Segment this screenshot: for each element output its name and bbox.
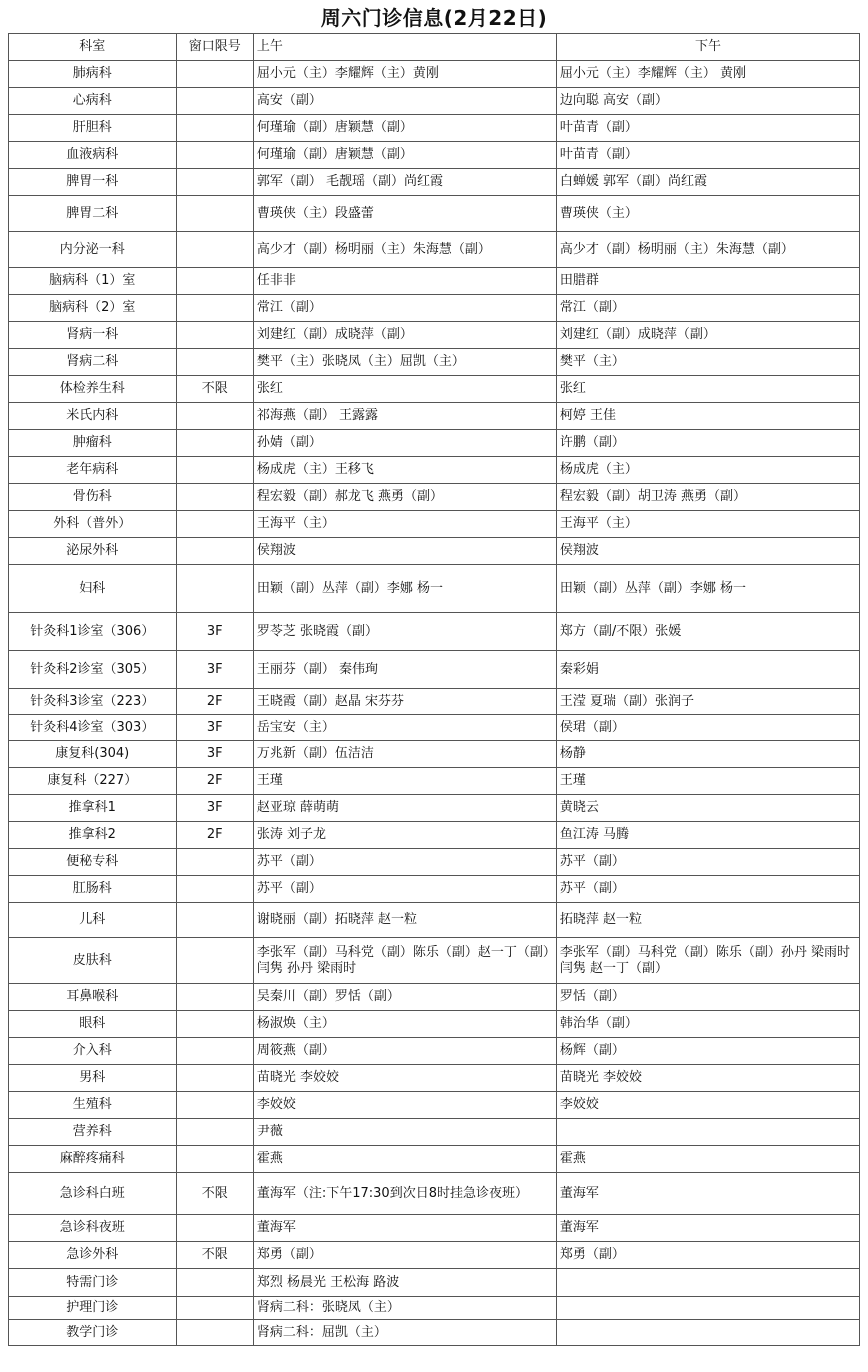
dept-cell: 心病科 — [9, 88, 177, 115]
table-row — [9, 196, 860, 232]
am-cell: 何瑾瑜（副）唐颖慧（副） — [253, 142, 556, 169]
window-cell — [176, 1269, 253, 1297]
header-am: 上午 — [253, 34, 556, 61]
window-cell: 不限 — [176, 376, 253, 403]
window-cell — [176, 232, 253, 268]
window-cell — [176, 876, 253, 903]
am-cell: 常江（副） — [253, 295, 556, 322]
table-row — [9, 1146, 860, 1173]
dept-cell: 介入科 — [9, 1038, 177, 1065]
pm-cell: 鱼江涛 马腾 — [556, 822, 859, 849]
dept-cell: 耳鼻喉科 — [9, 984, 177, 1011]
dept-cell: 肿瘤科 — [9, 430, 177, 457]
header-dept: 科室 — [9, 34, 177, 61]
dept-cell: 护理门诊 — [9, 1297, 177, 1320]
window-cell — [176, 169, 253, 196]
am-cell: 王丽芬（副） 秦伟珣 — [253, 651, 556, 689]
am-cell: 祁海燕（副） 王露露 — [253, 403, 556, 430]
window-cell — [176, 457, 253, 484]
table-row — [9, 115, 860, 142]
pm-cell: 柯婷 王佳 — [556, 403, 859, 430]
pm-cell: 程宏毅（副）胡卫涛 燕勇（副） — [556, 484, 859, 511]
am-cell: 尹薇 — [253, 1119, 556, 1146]
pm-cell: 董海军 — [556, 1173, 859, 1215]
am-cell: 刘建红（副）成晓萍（副） — [253, 322, 556, 349]
dept-cell: 脾胃一科 — [9, 169, 177, 196]
dept-cell: 针灸科4诊室（303） — [9, 715, 177, 741]
am-cell: 郭军（副） 毛靓瑶（副）尚红霞 — [253, 169, 556, 196]
am-cell: 谢晓丽（副）拓晓萍 赵一粒 — [253, 903, 556, 938]
table-row — [9, 938, 860, 984]
window-cell — [176, 403, 253, 430]
pm-cell: 叶苗青（副） — [556, 142, 859, 169]
table-row — [9, 1297, 860, 1320]
dept-cell: 老年病科 — [9, 457, 177, 484]
window-cell — [176, 1297, 253, 1320]
dept-cell: 泌尿外科 — [9, 538, 177, 565]
pm-cell — [556, 1297, 859, 1320]
dept-cell: 针灸科2诊室（305） — [9, 651, 177, 689]
am-cell: 孙婧（副） — [253, 430, 556, 457]
window-cell: 不限 — [176, 1242, 253, 1269]
dept-cell: 教学门诊 — [9, 1320, 177, 1346]
table-row — [9, 715, 860, 741]
pm-cell: 叶苗青（副） — [556, 115, 859, 142]
table-row — [9, 484, 860, 511]
window-cell — [176, 268, 253, 295]
table-row — [9, 142, 860, 169]
pm-cell: 王滢 夏瑞（副）张润子 — [556, 689, 859, 715]
window-cell — [176, 1011, 253, 1038]
dept-cell: 血液病科 — [9, 142, 177, 169]
am-cell: 何瑾瑜（副）唐颖慧（副） — [253, 115, 556, 142]
dept-cell: 米氏内科 — [9, 403, 177, 430]
am-cell: 程宏毅（副）郝龙飞 燕勇（副） — [253, 484, 556, 511]
pm-cell: 侯翔波 — [556, 538, 859, 565]
am-cell: 曹瑛侠（主）段盛蕾 — [253, 196, 556, 232]
pm-cell: 王瑾 — [556, 768, 859, 795]
dept-cell: 妇科 — [9, 565, 177, 613]
window-cell — [176, 196, 253, 232]
window-cell — [176, 938, 253, 984]
pm-cell — [556, 1269, 859, 1297]
window-cell — [176, 1215, 253, 1242]
pm-cell: 韩治华（副） — [556, 1011, 859, 1038]
table-row — [9, 61, 860, 88]
table-row — [9, 903, 860, 938]
pm-cell: 刘建红（副）成晓萍（副） — [556, 322, 859, 349]
table-row — [9, 651, 860, 689]
window-cell — [176, 349, 253, 376]
am-cell: 屈小元（主）李耀辉（主）黄刚 — [253, 61, 556, 88]
pm-cell: 田颖（副）丛萍（副）李娜 杨一 — [556, 565, 859, 613]
am-cell: 侯翔波 — [253, 538, 556, 565]
am-cell: 吴秦川（副）罗恬（副） — [253, 984, 556, 1011]
am-cell: 苏平（副） — [253, 876, 556, 903]
pm-cell: 苗晓光 李姣姣 — [556, 1065, 859, 1092]
dept-cell: 特需门诊 — [9, 1269, 177, 1297]
dept-cell: 体检养生科 — [9, 376, 177, 403]
dept-cell: 外科（普外） — [9, 511, 177, 538]
table-row — [9, 1269, 860, 1297]
am-cell: 张红 — [253, 376, 556, 403]
window-cell: 2F — [176, 689, 253, 715]
dept-cell: 营养科 — [9, 1119, 177, 1146]
window-cell — [176, 88, 253, 115]
dept-cell: 男科 — [9, 1065, 177, 1092]
window-cell: 3F — [176, 715, 253, 741]
window-cell: 不限 — [176, 1173, 253, 1215]
dept-cell: 肾病二科 — [9, 349, 177, 376]
table-row — [9, 169, 860, 196]
window-cell — [176, 511, 253, 538]
dept-cell: 便秘专科 — [9, 849, 177, 876]
page-title: 周六门诊信息(2月22日) — [320, 6, 548, 30]
am-cell: 霍燕 — [253, 1146, 556, 1173]
pm-cell — [556, 1320, 859, 1346]
table-row — [9, 984, 860, 1011]
table-row — [9, 295, 860, 322]
window-cell — [176, 1038, 253, 1065]
table-row — [9, 349, 860, 376]
window-cell: 3F — [176, 795, 253, 822]
pm-cell: 侯珺（副） — [556, 715, 859, 741]
am-cell: 任非非 — [253, 268, 556, 295]
dept-cell: 急诊外科 — [9, 1242, 177, 1269]
table-row — [9, 822, 860, 849]
pm-cell: 边向聪 高安（副） — [556, 88, 859, 115]
dept-cell: 脾胃二科 — [9, 196, 177, 232]
am-cell: 李张军（副）马科党（副）陈乐（副）赵一丁（副）闫隽 孙丹 梁雨时 — [253, 938, 556, 984]
dept-cell: 急诊科夜班 — [9, 1215, 177, 1242]
window-cell — [176, 61, 253, 88]
table-row — [9, 1320, 860, 1346]
pm-cell: 苏平（副） — [556, 876, 859, 903]
dept-cell: 肾病一科 — [9, 322, 177, 349]
pm-cell: 郑勇（副） — [556, 1242, 859, 1269]
am-cell: 张涛 刘子龙 — [253, 822, 556, 849]
window-cell — [176, 1146, 253, 1173]
window-cell: 3F — [176, 741, 253, 768]
dept-cell: 脑病科（2）室 — [9, 295, 177, 322]
pm-cell: 高少才（副）杨明丽（主）朱海慧（副） — [556, 232, 859, 268]
table-row — [9, 768, 860, 795]
table-row — [9, 1119, 860, 1146]
table-row — [9, 1173, 860, 1215]
am-cell: 赵亚琼 薛萌萌 — [253, 795, 556, 822]
am-cell: 杨淑焕（主） — [253, 1011, 556, 1038]
pm-cell: 曹瑛侠（主） — [556, 196, 859, 232]
pm-cell: 樊平（主） — [556, 349, 859, 376]
pm-cell: 李姣姣 — [556, 1092, 859, 1119]
pm-cell: 郑方（副/不限）张媛 — [556, 613, 859, 651]
am-cell: 苗晓光 李姣姣 — [253, 1065, 556, 1092]
dept-cell: 肛肠科 — [9, 876, 177, 903]
am-cell: 岳宝安（主） — [253, 715, 556, 741]
header-window: 窗口限号 — [176, 34, 253, 61]
table-row — [9, 1038, 860, 1065]
window-cell — [176, 903, 253, 938]
pm-cell: 杨静 — [556, 741, 859, 768]
dept-cell: 骨伤科 — [9, 484, 177, 511]
dept-cell: 脑病科（1）室 — [9, 268, 177, 295]
table-row — [9, 376, 860, 403]
dept-cell: 康复科(304) — [9, 741, 177, 768]
dept-cell: 肝胆科 — [9, 115, 177, 142]
window-cell: 3F — [176, 651, 253, 689]
table-row — [9, 849, 860, 876]
table-row — [9, 457, 860, 484]
window-cell — [176, 1320, 253, 1346]
table-row — [9, 1215, 860, 1242]
window-cell — [176, 984, 253, 1011]
pm-cell — [556, 1119, 859, 1146]
window-cell — [176, 115, 253, 142]
pm-cell: 罗恬（副） — [556, 984, 859, 1011]
pm-cell: 许鹏（副） — [556, 430, 859, 457]
table-row — [9, 613, 860, 651]
am-cell: 高安（副） — [253, 88, 556, 115]
window-cell — [176, 295, 253, 322]
am-cell: 肾病二科：屈凯（主） — [253, 1320, 556, 1346]
am-cell: 万兆新（副）伍洁洁 — [253, 741, 556, 768]
am-cell: 董海军（注:下午17:30到次日8时挂急诊夜班） — [253, 1173, 556, 1215]
window-cell — [176, 849, 253, 876]
am-cell: 田颖（副）丛萍（副）李娜 杨一 — [253, 565, 556, 613]
am-cell: 肾病二科：张晓凤（主） — [253, 1297, 556, 1320]
header-pm: 下午 — [556, 34, 859, 61]
table-row — [9, 1011, 860, 1038]
table-row — [9, 511, 860, 538]
window-cell: 3F — [176, 613, 253, 651]
window-cell — [176, 430, 253, 457]
table-row — [9, 88, 860, 115]
am-cell: 王海平（主） — [253, 511, 556, 538]
am-cell: 樊平（主）张晓凤（主）屈凯（主） — [253, 349, 556, 376]
pm-cell: 屈小元（主）李耀辉（主） 黄刚 — [556, 61, 859, 88]
window-cell — [176, 322, 253, 349]
window-cell — [176, 1092, 253, 1119]
table-row — [9, 430, 860, 457]
table-row — [9, 538, 860, 565]
table-row — [9, 322, 860, 349]
am-cell: 董海军 — [253, 1215, 556, 1242]
dept-cell: 急诊科白班 — [9, 1173, 177, 1215]
table-row — [9, 565, 860, 613]
header-row — [9, 34, 860, 61]
pm-cell: 张红 — [556, 376, 859, 403]
dept-cell: 眼科 — [9, 1011, 177, 1038]
pm-cell: 李张军（副）马科党（副）陈乐（副）孙丹 梁雨时 闫隽 赵一丁（副） — [556, 938, 859, 984]
am-cell: 李姣姣 — [253, 1092, 556, 1119]
pm-cell: 霍燕 — [556, 1146, 859, 1173]
dept-cell: 内分泌一科 — [9, 232, 177, 268]
am-cell: 王晓霞（副）赵晶 宋芬芬 — [253, 689, 556, 715]
dept-cell: 康复科（227） — [9, 768, 177, 795]
pm-cell: 秦彩娟 — [556, 651, 859, 689]
table-row — [9, 876, 860, 903]
pm-cell: 王海平（主） — [556, 511, 859, 538]
dept-cell: 推拿科2 — [9, 822, 177, 849]
dept-cell: 针灸科1诊室（306） — [9, 613, 177, 651]
window-cell — [176, 565, 253, 613]
am-cell: 杨成虎（主）王移飞 — [253, 457, 556, 484]
pm-cell: 苏平（副） — [556, 849, 859, 876]
table-row — [9, 1092, 860, 1119]
window-cell — [176, 142, 253, 169]
dept-cell: 针灸科3诊室（223） — [9, 689, 177, 715]
window-cell — [176, 1065, 253, 1092]
table-row — [9, 741, 860, 768]
table-row — [9, 268, 860, 295]
window-cell — [176, 538, 253, 565]
table-row — [9, 689, 860, 715]
pm-cell: 白蝉媛 郭军（副）尚红霞 — [556, 169, 859, 196]
dept-cell: 生殖科 — [9, 1092, 177, 1119]
pm-cell: 田腊群 — [556, 268, 859, 295]
pm-cell: 杨辉（副） — [556, 1038, 859, 1065]
dept-cell: 推拿科1 — [9, 795, 177, 822]
am-cell: 王瑾 — [253, 768, 556, 795]
am-cell: 罗苓芝 张晓霞（副） — [253, 613, 556, 651]
pm-cell: 杨成虎（主） — [556, 457, 859, 484]
am-cell: 周筱燕（副） — [253, 1038, 556, 1065]
am-cell: 苏平（副） — [253, 849, 556, 876]
dept-cell: 麻醉疼痛科 — [9, 1146, 177, 1173]
dept-cell: 儿科 — [9, 903, 177, 938]
dept-cell: 肺病科 — [9, 61, 177, 88]
pm-cell: 拓晓萍 赵一粒 — [556, 903, 859, 938]
table-row — [9, 403, 860, 430]
window-cell: 2F — [176, 768, 253, 795]
am-cell: 高少才（副）杨明丽（主）朱海慧（副） — [253, 232, 556, 268]
table-row — [9, 795, 860, 822]
table-row — [9, 1242, 860, 1269]
pm-cell: 黄晓云 — [556, 795, 859, 822]
pm-cell: 董海军 — [556, 1215, 859, 1242]
window-cell — [176, 484, 253, 511]
am-cell: 郑烈 杨晨光 王松海 路波 — [253, 1269, 556, 1297]
schedule-table — [8, 33, 860, 1346]
window-cell — [176, 1119, 253, 1146]
table-row — [9, 232, 860, 268]
pm-cell: 常江（副） — [556, 295, 859, 322]
dept-cell: 皮肤科 — [9, 938, 177, 984]
table-row — [9, 1065, 860, 1092]
am-cell: 郑勇（副） — [253, 1242, 556, 1269]
window-cell: 2F — [176, 822, 253, 849]
